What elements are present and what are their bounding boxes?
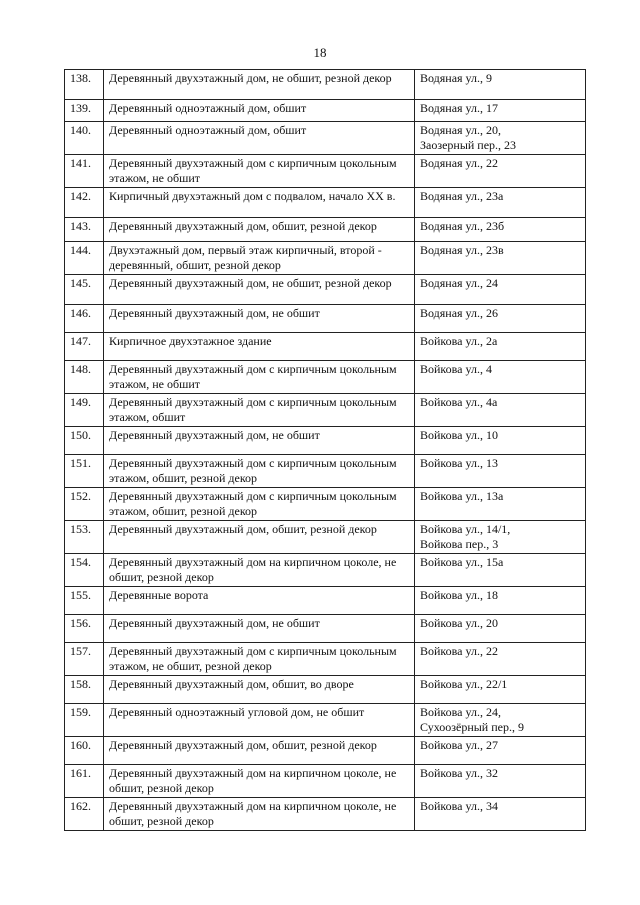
object-description: Деревянный двухэтажный дом, обшит, резной декор — [104, 218, 415, 242]
table-row — [65, 587, 586, 615]
object-description: Деревянные ворота — [104, 587, 415, 615]
object-description: Деревянный двухэтажный дом с кирпичным цокольным этажом, обшит, резной декор — [104, 455, 415, 488]
object-address — [415, 704, 586, 737]
object-address: Войкова ул., 13а — [415, 488, 586, 521]
row-number: 158. — [65, 676, 104, 704]
object-description: Деревянный двухэтажный дом, не обшит — [104, 427, 415, 455]
row-number: 142. — [65, 188, 104, 218]
row-number: 155. — [65, 587, 104, 615]
row-number: 151. — [65, 455, 104, 488]
object-address: Войкова ул., 22/1 — [415, 676, 586, 704]
table-row — [65, 765, 586, 798]
object-description: Деревянный двухэтажный дом, не обшит, резной декор — [104, 275, 415, 305]
object-address: Войкова ул., 4 — [415, 361, 586, 394]
heritage-registry-table — [64, 69, 586, 831]
address-line: Войкова ул., 24, — [420, 705, 501, 719]
object-description: Деревянный двухэтажный дом с кирпичным цокольным этажом, не обшит — [104, 361, 415, 394]
object-address: Водяная ул., 26 — [415, 305, 586, 333]
address-line: Заозерный пер., 23 — [420, 138, 517, 152]
address-line: Сухоозёрный пер., 9 — [420, 720, 524, 734]
object-description: Деревянный двухэтажный дом, не обшит, резной декор — [104, 70, 415, 100]
object-address: Войкова ул., 18 — [415, 587, 586, 615]
row-number: 160. — [65, 737, 104, 765]
table-row — [65, 455, 586, 488]
table-row — [65, 333, 586, 361]
table-row — [65, 122, 586, 155]
table-row — [65, 737, 586, 765]
row-number: 140. — [65, 122, 104, 155]
object-description: Деревянный двухэтажный дом с кирпичным цокольным этажом, не обшит, резной декор — [104, 643, 415, 676]
row-number: 146. — [65, 305, 104, 333]
object-description: Деревянный двухэтажный дом, не обшит — [104, 615, 415, 643]
object-description: Деревянный двухэтажный дом на кирпичном цоколе, не обшит, резной декор — [104, 765, 415, 798]
table-row — [65, 242, 586, 275]
address-line: Водяная ул., 20, — [420, 123, 502, 137]
row-number: 147. — [65, 333, 104, 361]
table-row — [65, 521, 586, 554]
address-line: Войкова ул., 14/1, — [420, 522, 511, 536]
object-address — [415, 122, 586, 155]
row-number: 143. — [65, 218, 104, 242]
object-description: Деревянный двухэтажный дом с кирпичным цокольным этажом, обшит — [104, 394, 415, 427]
table-row — [65, 361, 586, 394]
object-address: Водяная ул., 23а — [415, 188, 586, 218]
row-number: 150. — [65, 427, 104, 455]
address-line: Войкова пер., 3 — [420, 537, 499, 551]
object-description: Кирпичное двухэтажное здание — [104, 333, 415, 361]
object-description: Деревянный одноэтажный дом, обшит — [104, 100, 415, 122]
table-row — [65, 643, 586, 676]
table-row — [65, 100, 586, 122]
object-description: Деревянный двухэтажный дом, не обшит — [104, 305, 415, 333]
object-description: Деревянный двухэтажный дом с кирпичным цокольным этажом, не обшит — [104, 155, 415, 188]
table-row — [65, 305, 586, 333]
object-address: Войкова ул., 22 — [415, 643, 586, 676]
object-address: Войкова ул., 20 — [415, 615, 586, 643]
row-number: 157. — [65, 643, 104, 676]
object-address: Водяная ул., 23б — [415, 218, 586, 242]
object-description: Кирпичный двухэтажный дом с подвалом, начало XX в. — [104, 188, 415, 218]
object-address: Войкова ул., 4а — [415, 394, 586, 427]
table-row — [65, 615, 586, 643]
table-row — [65, 704, 586, 737]
object-address: Войкова ул., 15а — [415, 554, 586, 587]
row-number: 139. — [65, 100, 104, 122]
table-row — [65, 275, 586, 305]
object-description: Деревянный одноэтажный угловой дом, не обшит — [104, 704, 415, 737]
row-number: 138. — [65, 70, 104, 100]
table-row — [65, 70, 586, 100]
table-row — [65, 488, 586, 521]
row-number: 154. — [65, 554, 104, 587]
object-address: Войкова ул., 27 — [415, 737, 586, 765]
object-description: Деревянный одноэтажный дом, обшит — [104, 122, 415, 155]
row-number: 161. — [65, 765, 104, 798]
object-address — [415, 521, 586, 554]
row-number: 145. — [65, 275, 104, 305]
object-description: Деревянный двухэтажный дом, обшит, во дворе — [104, 676, 415, 704]
table-row — [65, 218, 586, 242]
row-number: 153. — [65, 521, 104, 554]
object-address: Водяная ул., 9 — [415, 70, 586, 100]
object-description: Деревянный двухэтажный дом с кирпичным цокольным этажом, обшит, резной декор — [104, 488, 415, 521]
row-number: 141. — [65, 155, 104, 188]
table-row — [65, 188, 586, 218]
object-description: Деревянный двухэтажный дом, обшит, резной декор — [104, 737, 415, 765]
object-address: Войкова ул., 13 — [415, 455, 586, 488]
table-row — [65, 427, 586, 455]
row-number: 162. — [65, 798, 104, 831]
row-number: 149. — [65, 394, 104, 427]
object-address: Водяная ул., 24 — [415, 275, 586, 305]
object-address: Войкова ул., 2а — [415, 333, 586, 361]
object-description: Двухэтажный дом, первый этаж кирпичный, второй - деревянный, обшит, резной декор — [104, 242, 415, 275]
object-address: Войкова ул., 10 — [415, 427, 586, 455]
row-number: 156. — [65, 615, 104, 643]
object-description: Деревянный двухэтажный дом, обшит, резной декор — [104, 521, 415, 554]
object-address: Водяная ул., 23в — [415, 242, 586, 275]
object-address: Войкова ул., 32 — [415, 765, 586, 798]
object-address: Водяная ул., 17 — [415, 100, 586, 122]
row-number: 159. — [65, 704, 104, 737]
object-description: Деревянный двухэтажный дом на кирпичном цоколе, не обшит, резной декор — [104, 798, 415, 831]
table-row — [65, 155, 586, 188]
object-address: Войкова ул., 34 — [415, 798, 586, 831]
page-number: 18 — [313, 45, 327, 60]
table-row — [65, 394, 586, 427]
object-description: Деревянный двухэтажный дом на кирпичном цоколе, не обшит, резной декор — [104, 554, 415, 587]
table-row — [65, 798, 586, 831]
table-row — [65, 554, 586, 587]
object-address: Водяная ул., 22 — [415, 155, 586, 188]
row-number: 152. — [65, 488, 104, 521]
row-number: 148. — [65, 361, 104, 394]
row-number: 144. — [65, 242, 104, 275]
table-row — [65, 676, 586, 704]
